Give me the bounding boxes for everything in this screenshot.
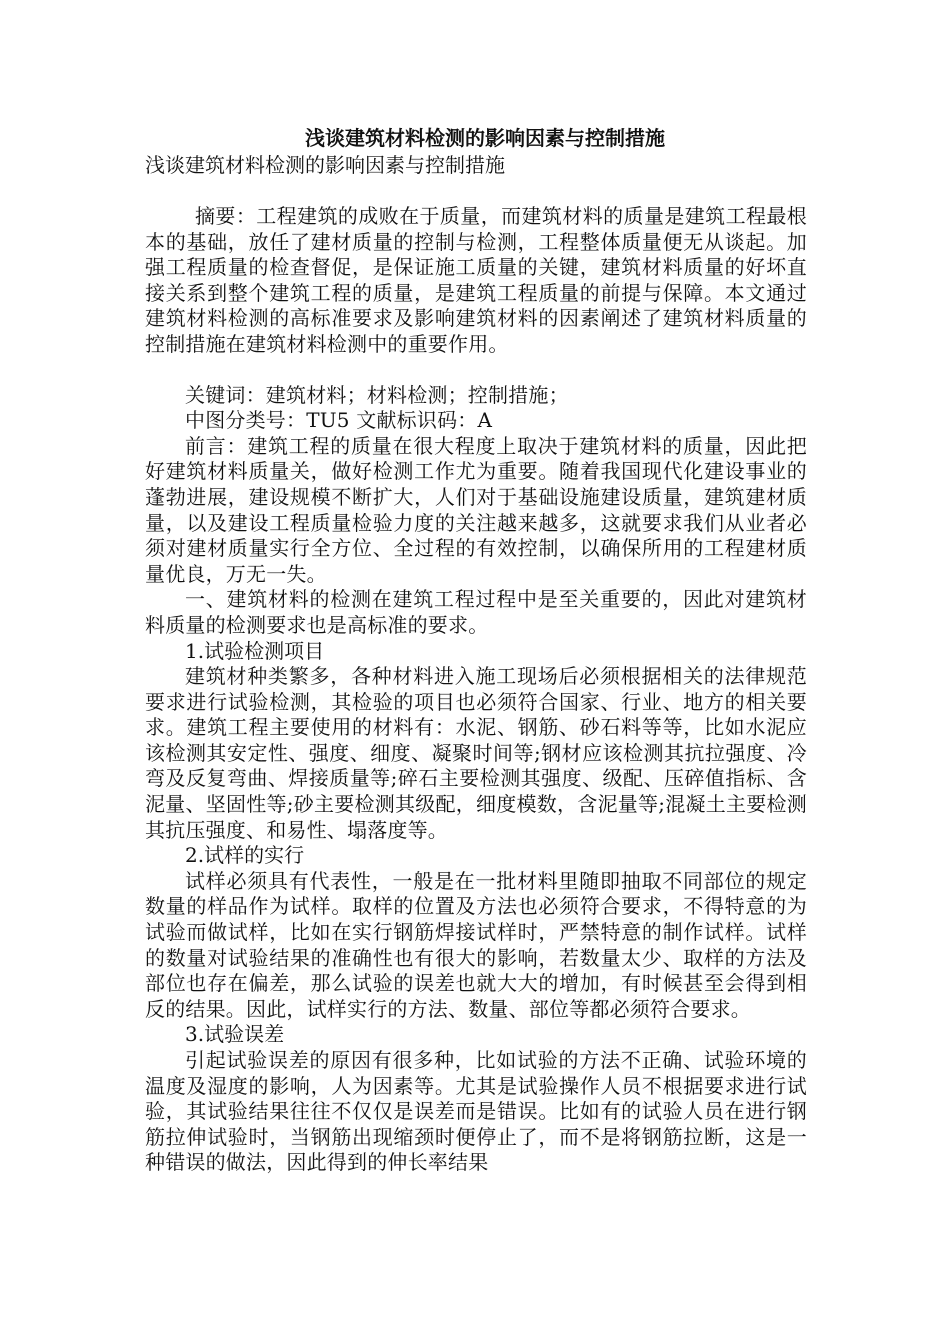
- subsection-3-title: 3.试验误差: [185, 1022, 285, 1047]
- subsection-1-text: 建筑材种类繁多，各种材料进入施工现场后必须根据相关的法律规范要求进行试验检测，其检验的项目也必须符合国家、行业、地方的相关要求。建筑工程主要使用的材料有：水泥、钢筋、砂石料等等，比如水泥应该检测其安定性、强度、细度、凝聚时间等;钢材应该检测其抗拉强度、冷弯及反复弯曲、焊接质量等;碎石主要检测其强度、级配、压碎值指标、含泥量、坚固性等;砂主要检测其级配，细度模数，含泥量等;混凝土主要检测其抗压强度、和易性、塌落度等。: [145, 664, 807, 842]
- subsection-2-title: 2.试样的实行: [185, 843, 305, 868]
- subsection-3-text: 引起试验误差的原因有很多种，比如试验的方法不正确、试验环境的温度及湿度的影响，人为因素等。尤其是试验操作人员不根据要求进行试验，其试验结果往往不仅仅是误差而是错误。比如有的试验人员在进行钢筋拉伸试验时，当钢筋出现缩颈时便停止了，而不是将钢筋拉断，这是一种错误的做法，因此得到的伸长率结果: [145, 1048, 807, 1175]
- document-title: 浅谈建筑材料检测的影响因素与控制措施: [305, 126, 665, 150]
- classification-line: 中图分类号：TU5 文献标识码：A: [185, 408, 493, 433]
- keywords-line: 关键词：建筑材料；材料检测；控制措施；: [185, 382, 569, 407]
- document-page: [145, 124, 807, 1176]
- subsection-2-text: 试样必须具有代表性，一般是在一批材料里随即抽取不同部位的规定数量的样品作为试样。取样的位置及方法也必须符合要求，不得特意的为试验而做试样，比如在实行钢筋焊接试样时，严禁特意的制作试样。试样的数量对试验结果的准确性也有很大的影响，若数量太少、取样的方法及部位也存在偏差，那么试验的误差也就大大的增加，有时候甚至会得到相反的结果。因此，试样实行的方法、数量、部位等都必须符合要求。: [145, 868, 807, 1021]
- preface-paragraph: 前言：建筑工程的质量在很大程度上取决于建筑材料的质量，因此把好建筑材料质量关，做好检测工作尤为重要。随着我国现代化建设事业的蓬勃进展，建设规模不断扩大，人们对于基础设施建设质量，建筑建材质量，以及建设工程质量检验力度的关注越来越多，这就要求我们从业者必须对建材质量实行全方位、全过程的有效控制，以确保所用的工程建材质量优良，万无一失。: [145, 433, 807, 586]
- abstract-paragraph: 摘要：工程建筑的成败在于质量，而建筑材料的质量是建筑工程最根本的基础，放任了建材质量的控制与检测，工程整体质量便无从谈起。加强工程质量的检查督促，是保证施工质量的关键，建筑材料质量的好坏直接关系到整个建筑工程的质量，是建筑工程质量的前提与保障。本文通过建筑材料检测的高标准要求及影响建筑材料的因素阐述了建筑材料质量的控制措施在建筑材料检测中的重要作用。: [145, 204, 807, 356]
- spacer: [145, 358, 807, 383]
- section-1-heading: 一、建筑材料的检测在建筑工程过程中是至关重要的，因此对建筑材料质量的检测要求也是高标准的要求。: [145, 587, 807, 637]
- document-subtitle: 浅谈建筑材料检测的影响因素与控制措施: [145, 153, 505, 177]
- subsection-1-title: 1.试验检测项目: [185, 638, 325, 663]
